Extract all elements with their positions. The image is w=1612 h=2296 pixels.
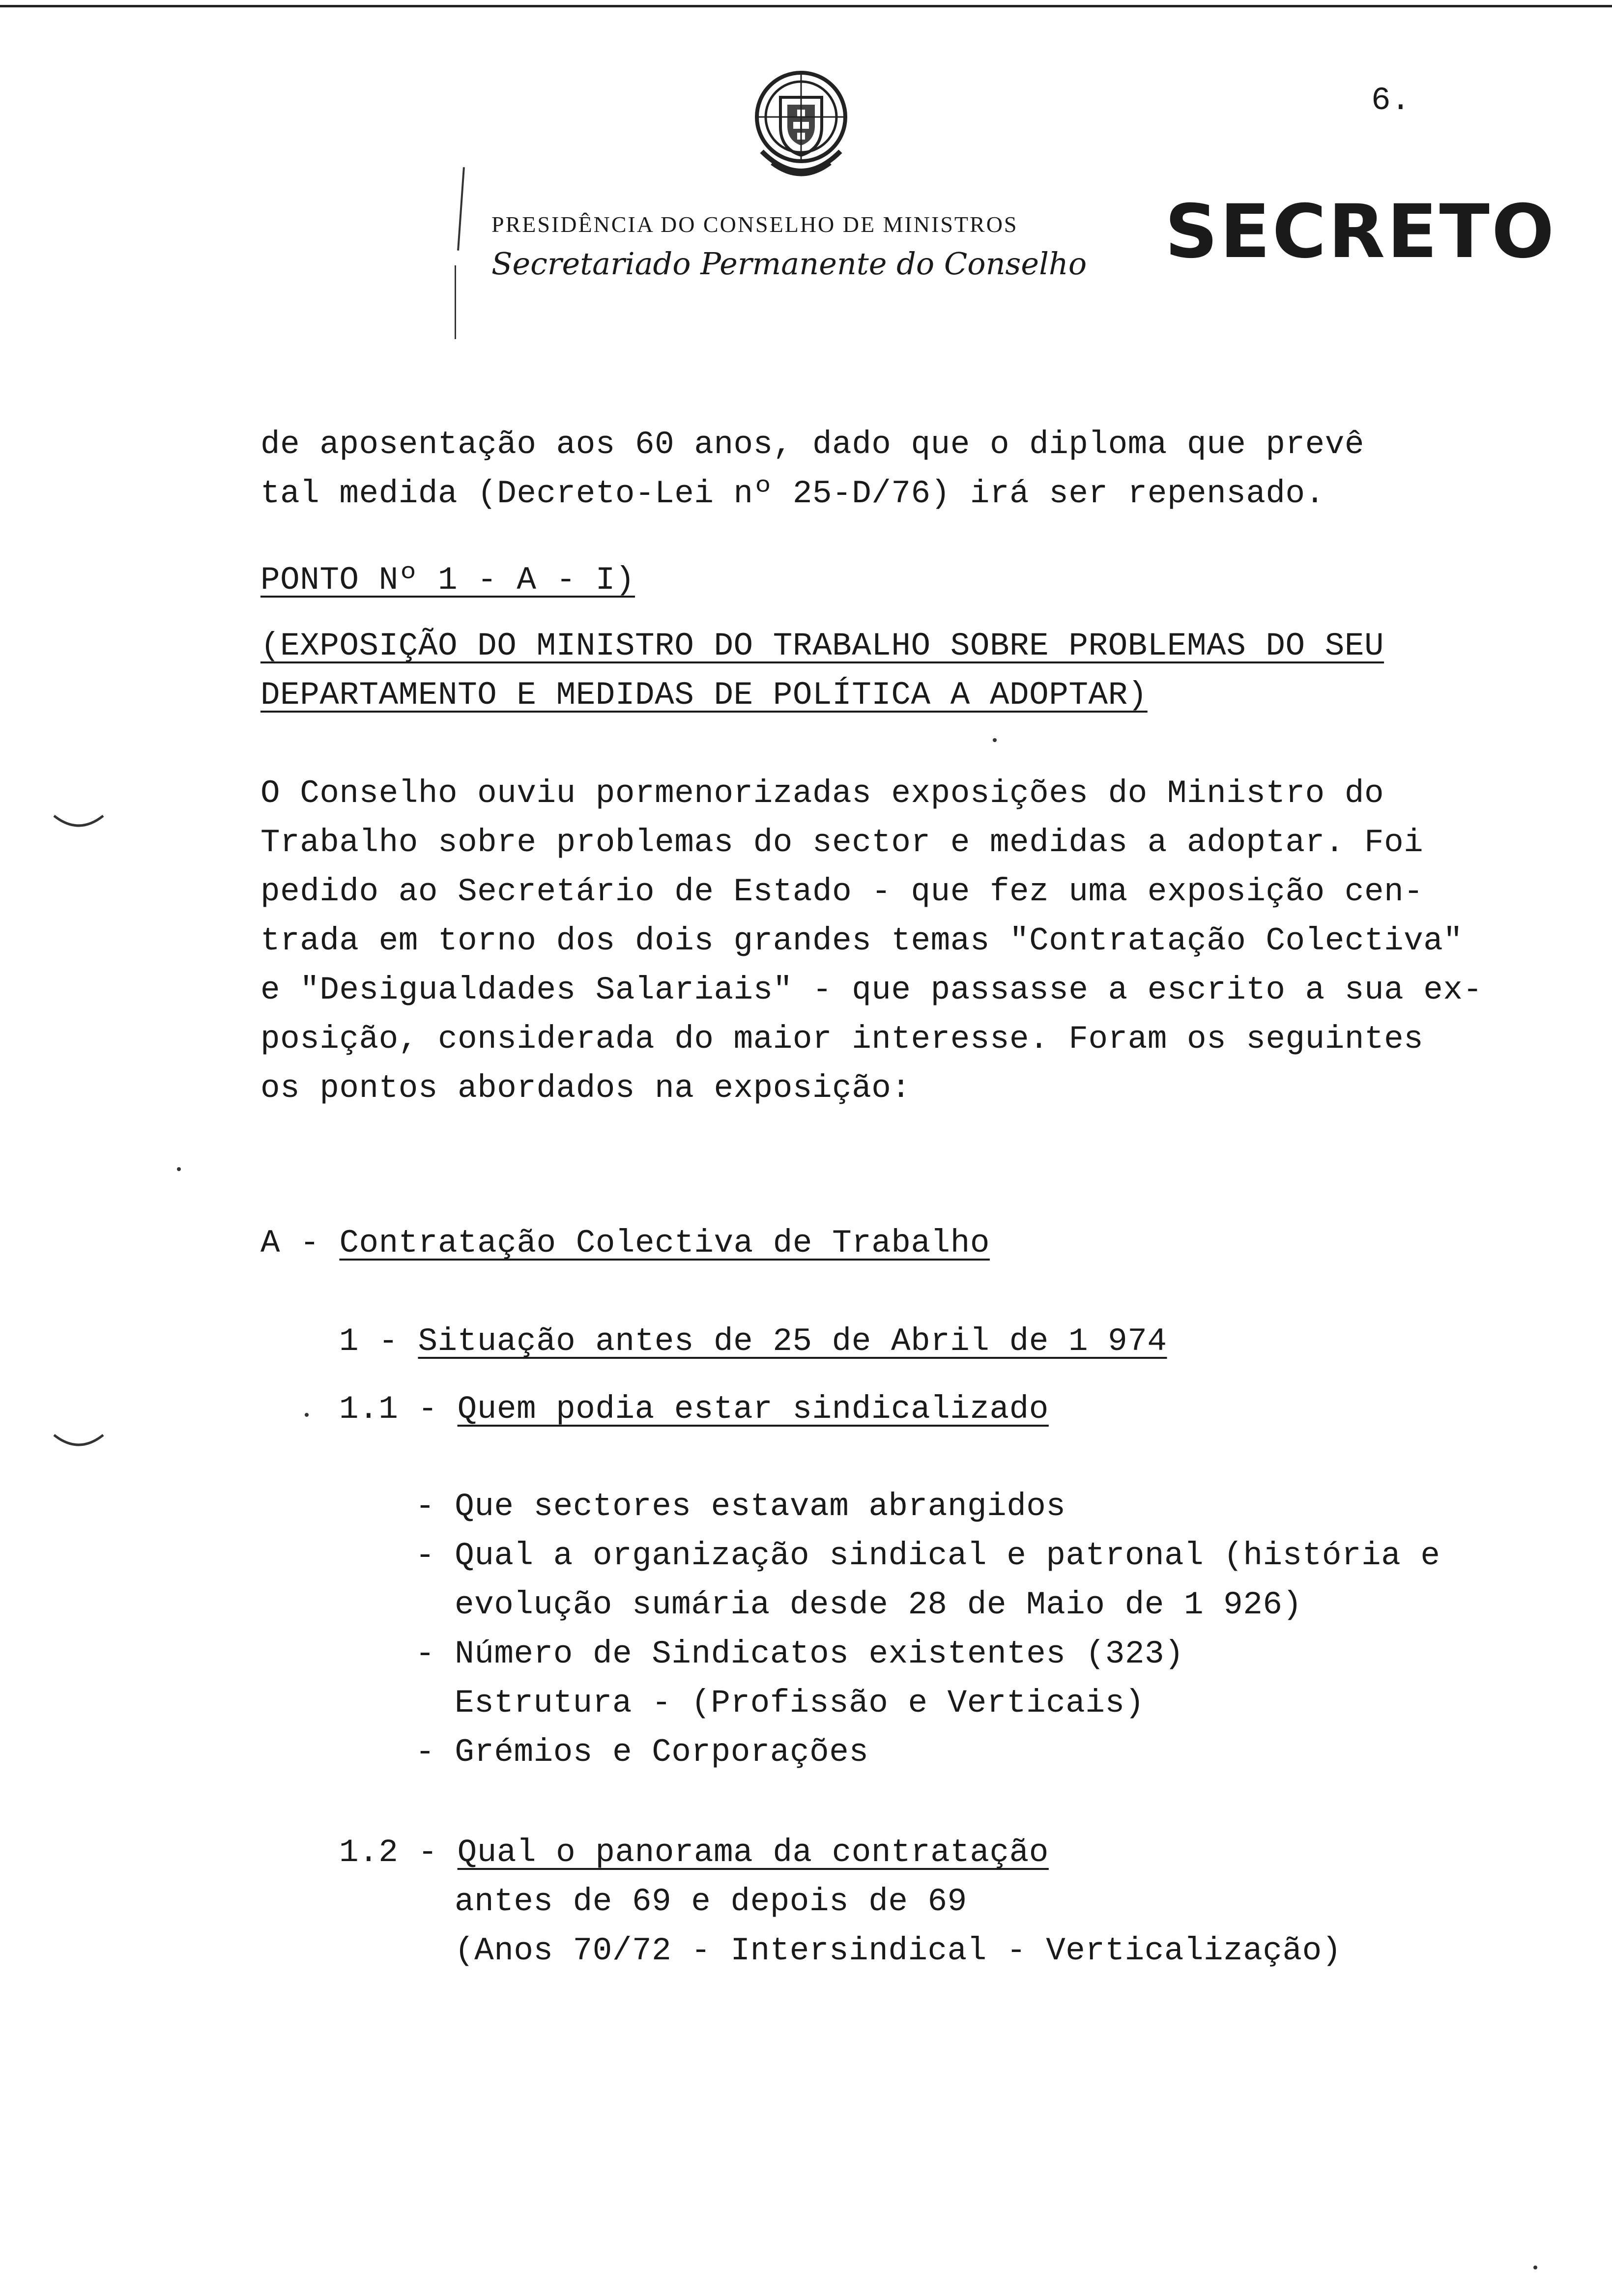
item-1-title: Situação antes de 25 de Abril de 1 974 <box>418 1323 1167 1360</box>
item-1-2-prefix: 1.2 - <box>339 1834 458 1871</box>
intro-line: de aposentação aos 60 anos, dado que o diploma que prevê <box>260 426 1364 463</box>
list-item: - Número de Sindicatos existentes (323) <box>415 1636 1184 1672</box>
paragraph-line: Trabalho sobre problemas do sector e medidas a adoptar. Foi <box>260 824 1424 861</box>
punch-hole-mark <box>49 1425 108 1464</box>
point-subheading-line: (EXPOSIÇÃO DO MINISTRO DO TRABALHO SOBRE PROBLEMAS DO SEU <box>260 628 1384 664</box>
paragraph-line: pedido ao Secretário de Estado - que fez uma exposição cen- <box>260 873 1424 910</box>
list-item-continuation: Estrutura - (Profissão e Verticais) <box>455 1685 1145 1722</box>
paragraph-line: posição, considerada do maior interesse. Foram os seguintes <box>260 1021 1424 1058</box>
point-heading: PONTO Nº 1 - A - I) <box>260 562 635 599</box>
item-1-1-prefix: 1.1 - <box>339 1391 458 1428</box>
header-organization: PRESIDÊNCIA DO CONSELHO DE MINISTROS <box>491 212 1018 237</box>
section-a-prefix: A - <box>260 1225 340 1262</box>
header-secretariat: Secretariado Permanente do Conselho <box>491 246 1087 282</box>
top-border-line <box>0 5 1612 7</box>
list-item-continuation: evolução sumária desde 28 de Maio de 1 926) <box>455 1586 1302 1623</box>
section-a-title: Contratação Colectiva de Trabalho <box>339 1225 990 1262</box>
margin-rule <box>455 265 456 339</box>
scan-speck <box>1533 2266 1537 2269</box>
margin-rule <box>457 167 465 251</box>
section-a-heading <box>260 1227 990 1260</box>
punch-hole-mark <box>49 806 108 845</box>
scan-speck <box>305 1413 309 1417</box>
item-1-1-title: Quem podia estar sindicalizado <box>457 1391 1049 1428</box>
item-1-2-title: Qual o panorama da contratação <box>457 1834 1049 1871</box>
item-1-1-heading <box>339 1393 1049 1426</box>
scan-speck <box>993 738 997 742</box>
classification-stamp: SECRETO <box>1165 189 1556 275</box>
paragraph-line: O Conselho ouviu pormenorizadas exposições do Ministro do <box>260 775 1384 812</box>
intro-line: tal medida (Decreto-Lei nº 25-D/76) irá ser repensado. <box>260 475 1325 512</box>
item-1-2-heading <box>339 1834 1049 1871</box>
scan-speck <box>177 1167 181 1171</box>
item-1-2-line: (Anos 70/72 - Intersindical - Verticalização) <box>455 1932 1342 1969</box>
list-item: - Que sectores estavam abrangidos <box>415 1488 1066 1525</box>
item-1-heading <box>339 1325 1167 1358</box>
paragraph-line: trada em torno dos dois grandes temas "Contratação Colectiva" <box>260 922 1463 959</box>
paragraph-line: e "Desigualdades Salariais" - que passasse a escrito a sua ex- <box>260 972 1483 1008</box>
item-1-prefix: 1 - <box>339 1323 418 1360</box>
item-1-2-line: antes de 69 e depois de 69 <box>455 1883 967 1920</box>
list-item: - Qual a organização sindical e patronal (história e <box>415 1537 1440 1574</box>
list-item: - Grémios e Corporações <box>415 1734 869 1771</box>
coat-of-arms-seal-icon <box>742 68 860 196</box>
paragraph-line: os pontos abordados na exposição: <box>260 1070 911 1107</box>
page-number: 6. <box>1371 82 1411 119</box>
point-subheading-line: DEPARTAMENTO E MEDIDAS DE POLÍTICA A ADOPTAR) <box>260 677 1148 714</box>
